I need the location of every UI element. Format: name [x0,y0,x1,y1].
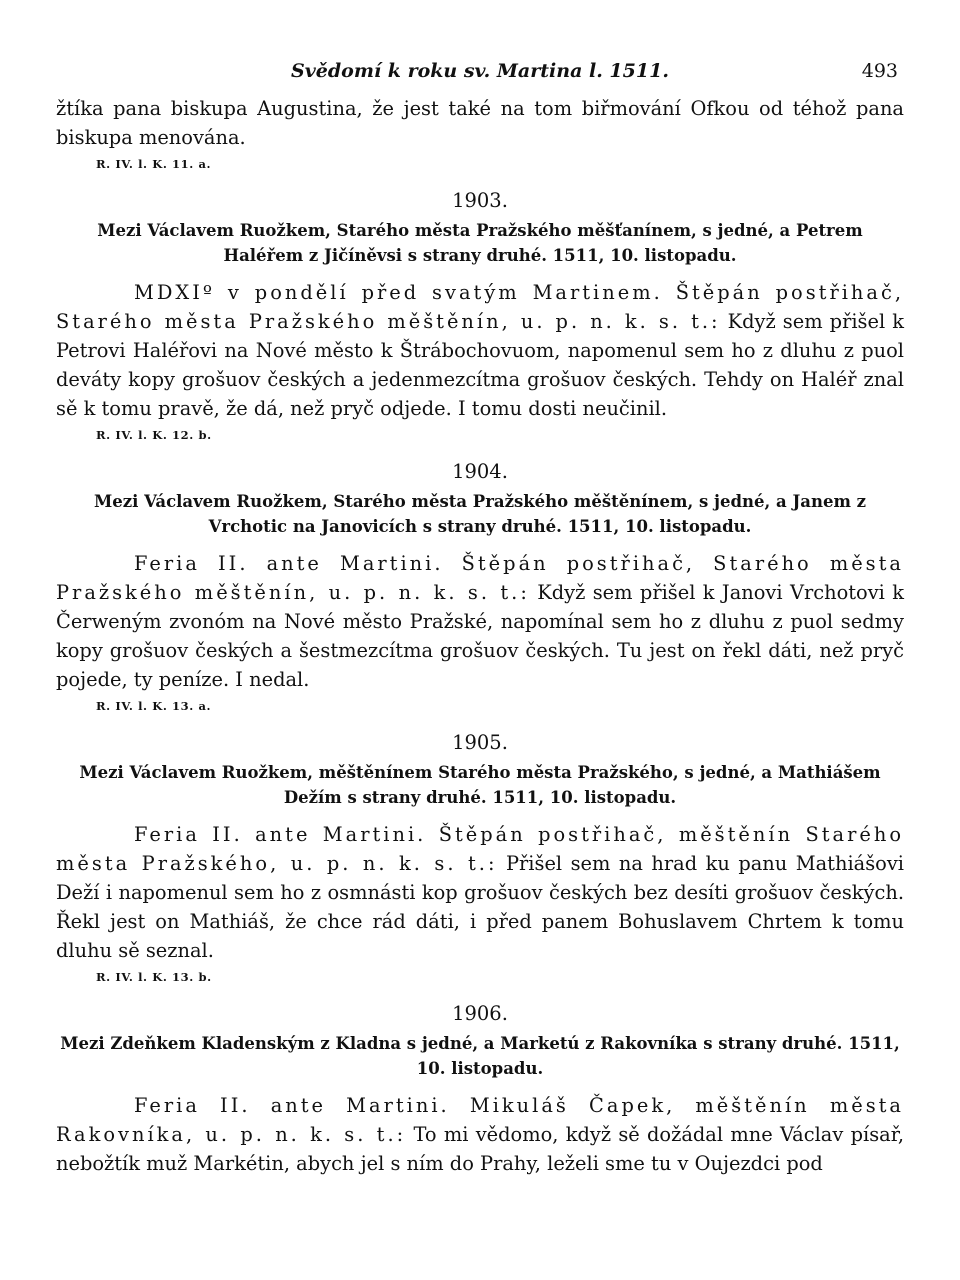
entry-regest: Mezi Václavem Ruožkem, Starého města Pražského měšťanínem, s jedné, a Petrem Haléřem z Jičíněvsi s strany druhé. 1511, 10. listopadu. [97,221,863,265]
entry-number: 1905. [452,731,508,754]
entry-1905 [56,730,904,985]
source-reference: R. IV. l. K. 13. a. [96,699,212,713]
entry-number: 1906. [452,1002,508,1025]
source-reference: R. IV. l. K. 11. a. [96,157,212,171]
entry-text [56,1091,904,1178]
entry-1904 [56,459,904,714]
entry-lead: MDXIº v pondělí před svatým Martinem. Štěpán postřihač, Starého města Pražského měštěnín, u. p. n. k. s. t.: [56,281,904,333]
entry-body: Když sem přišel k Janovi Vrchotovi k Čerweným zvonóm na Nové město Pražské, napomínal sem ho z dluhu z puol sedmy kopy grošuov českých a šestmezcítma grošuov českých. Tu jest on řekl dáti, než pryč pojede, ty peníze. I nedal. [56,581,904,691]
entry-number: 1904. [452,460,508,483]
source-reference: R. IV. l. K. 12. b. [96,428,212,442]
running-title: Svědomí k roku sv. Martina l. 1511. [291,60,669,82]
entry-1903 [56,188,904,443]
entry-body: Přišel sem na hrad ku panu Mathiášovi Deží i napomenul sem ho z osmnásti kop grošuov českých bez desíti grošuov českých. Řekl jest on Mathiáš, že chce rád dáti, i před panem Bohuslavem Chrtem k tomu dluhu sě seznal. [56,852,905,962]
entry-1906 [56,1001,904,1178]
entry-lead: Feria II. ante Martini. Mikuláš Čapek, měštěnín města Rakovníka, u. p. n. k. s. t.: [56,1094,904,1146]
entry-body: Když sem přišel k Petrovi Haléřovi na Nové město k Štrábochovuom, napomenul sem ho z dluhu z puol deváty kopy grošuov českých a jedenmezcítma grošuov českých. Tehdy on Haléř znal sě k tomu pravě, že dá, než pryč odjede. I tomu dosti neučinil. [56,310,905,420]
entry-number: 1903. [452,189,508,212]
entry-lead: Feria II. ante Martini. Štěpán postřihač, Starého města Pražského měštěnín, u. p. n. k. s. t.: [56,552,904,604]
entry-regest: Mezi Václavem Ruožkem, Starého města Pražského měštěnínem, s jedné, a Janem z Vrchotic na Janovicích s strany druhé. 1511, 10. listopadu. [93,492,867,536]
entry-lead: Feria II. ante Martini. Štěpán postřihač, měštěnín Starého města Pražského, u. p. n. k. s. t.: [56,823,904,875]
source-reference: R. IV. l. K. 13. b. [96,970,212,984]
entry-text [56,820,904,965]
page-number: 493 [861,60,898,82]
intro-paragraph: žtíka pana biskupa Augustina, že jest také na tom biřmování Ofkou od téhož pana biskupa menována. [56,97,904,149]
page-header [56,60,904,94]
entry-text [56,549,904,694]
entry-body: To mi vědomo, když sě dožádal mne Václav písař, nebožtík muž Markétin, abych jel s ním do Prahy, leželi sme tu v Oujezdci pod [56,1123,905,1175]
entry-text [56,278,904,423]
entry-regest: Mezi Václavem Ruožkem, měštěnínem Starého města Pražského, s jedné, a Mathiášem Dežím s strany druhé. 1511, 10. listopadu. [79,763,881,807]
entry-regest: Mezi Zdeňkem Kladenským z Kladna s jedné, a Marketú z Rakovníka s strany druhé. 1511, 10. listopadu. [60,1034,900,1078]
